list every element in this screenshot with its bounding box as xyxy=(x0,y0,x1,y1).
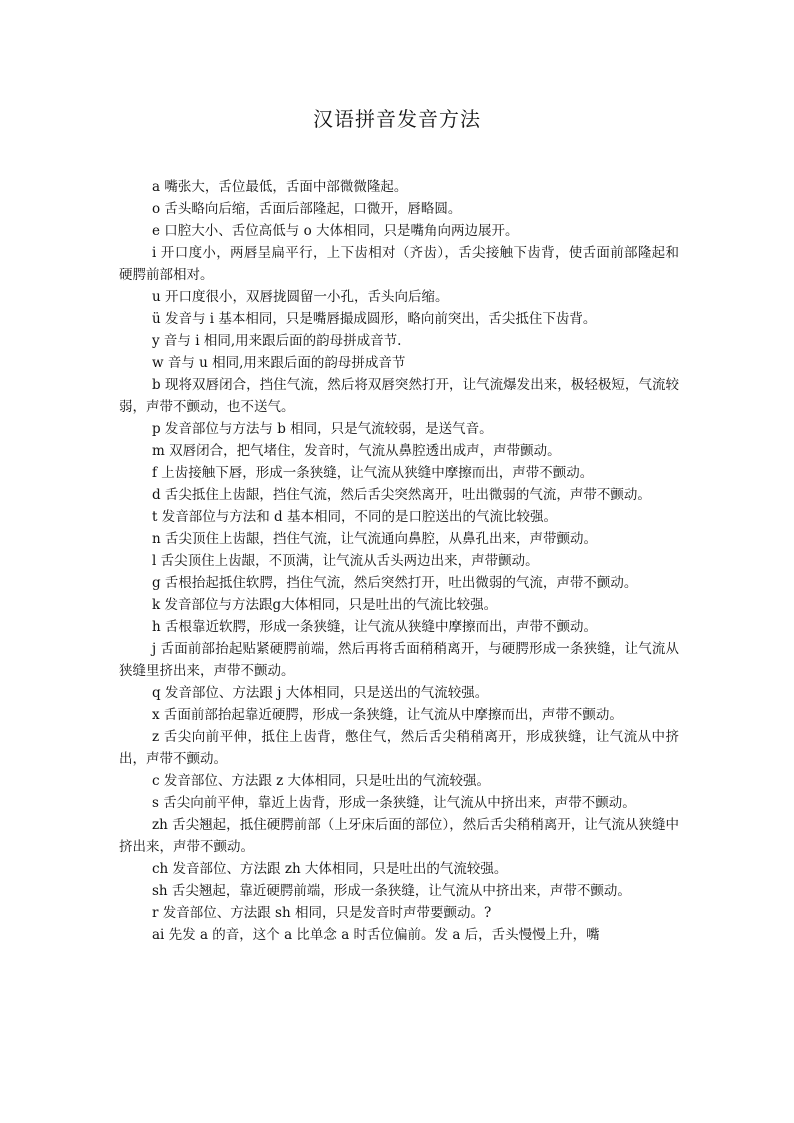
paragraph-a: a 嘴张大，舌位最低，舌面中部微微隆起。 xyxy=(152,179,408,195)
paragraph-q: q 发音部位、方法跟 j 大体相同，只是送出的气流较强。 xyxy=(152,685,489,701)
paragraph-o: o 舌头略向后缩，舌面后部隆起，口微开，唇略圆。 xyxy=(152,201,462,217)
paragraph-g: g 舌根抬起抵住软腭，挡住气流，然后突然打开，吐出微弱的气流，声带不颤动。 xyxy=(152,575,638,591)
paragraph-f: f 上齿接触下唇，形成一条狭缝，让气流从狭缝中摩擦而出，声带不颤动。 xyxy=(152,465,594,481)
paragraph-e: e 口腔大小、舌位高低与 o 大体相同，只是嘴角向两边展开。 xyxy=(152,223,519,239)
paragraph-h: h 舌根靠近软腭，形成一条狭缝，让气流从狭缝中摩擦而出，声带不颤动。 xyxy=(152,619,597,635)
paragraph-y: y 音与 i 相同,用来跟后面的韵母拼成音节. xyxy=(152,333,402,349)
paragraph-i: i 开口度小，两唇呈扁平行，上下齿相对（齐齿），舌尖接触下齿背，使舌面前部隆起和硬腭前部相对。 xyxy=(119,245,679,283)
paragraph-s: s 舌尖向前平伸，靠近上齿背，形成一条狭缝，让气流从中挤出来，声带不颤动。 xyxy=(152,795,636,811)
paragraph-ai: ai 先发 a 的音，这个 a 比单念 a 时舌位偏前。发 a 后，舌头慢慢上升，嘴 xyxy=(152,927,600,943)
document-body xyxy=(119,176,679,946)
paragraph-x: x 舌面前部抬起靠近硬腭，形成一条狭缝，让气流从中摩擦而出，声带不颤动。 xyxy=(152,707,623,723)
paragraph-l: l 舌尖顶住上齿龈，不顶满，让气流从舌头两边出来，声带颤动。 xyxy=(152,553,539,569)
paragraph-z: z 舌尖向前平伸，抵住上齿背，憋住气，然后舌尖稍稍离开，形成狭缝，让气流从中挤出，声带不颤动。 xyxy=(119,729,679,767)
paragraph-p: p 发音部位与方法与 b 相同，只是气流较弱，是送气音。 xyxy=(152,421,493,437)
paragraph-ch: ch 发音部位、方法跟 zh 大体相同，只是吐出的气流较强。 xyxy=(152,861,508,877)
paragraph-m: m 双唇闭合，把气堵住，发音时，气流从鼻腔透出成声，声带颤动。 xyxy=(152,443,561,459)
paragraph-v: ü 发音与 i 基本相同，只是嘴唇撮成圆形，略向前突出，舌尖抵住下齿背。 xyxy=(152,311,597,327)
paragraph-t: t 发音部位与方法和 d 基本相同，不同的是口腔送出的气流比较强。 xyxy=(152,509,557,525)
paragraph-sh: sh 舌尖翘起，靠近硬腭前端，形成一条狭缝，让气流从中挤出来，声带不颤动。 xyxy=(152,883,631,899)
paragraph-w: w 音与 u 相同,用来跟后面的韵母拼成音节 xyxy=(152,355,406,371)
paragraph-r: r 发音部位、方法跟 sh 相同，只是发音时声带要颤动。? xyxy=(152,905,492,921)
paragraph-d: d 舌尖抵住上齿龈，挡住气流，然后舌尖突然离开，吐出微弱的气流，声带不颤动。 xyxy=(152,487,651,503)
paragraph-zh: zh 舌尖翘起，抵住硬腭前部（上牙床后面的部位），然后舌尖稍稍离开，让气流从狭缝中挤出来，声带不颤动。 xyxy=(119,817,679,855)
paragraph-j: j 舌面前部抬起贴紧硬腭前端，然后再将舌面稍稍离开，与硬腭形成一条狭缝，让气流从狭缝里挤出来，声带不颤动。 xyxy=(119,641,679,679)
document-title: 汉语拼音发音方法 xyxy=(313,107,481,131)
paragraph-c: c 发音部位、方法跟 z 大体相同，只是吐出的气流较强。 xyxy=(152,773,491,789)
paragraph-b: b 现将双唇闭合，挡住气流，然后将双唇突然打开，让气流爆发出来，极轻极短，气流较弱，声带不颤动，也不送气。 xyxy=(119,377,679,415)
paragraph-n: n 舌尖顶住上齿龈，挡住气流，让气流通向鼻腔，从鼻孔出来，声带颤动。 xyxy=(152,531,597,547)
paragraph-k: k 发音部位与方法跟g大体相同，只是吐出的气流比较强。 xyxy=(152,597,498,613)
paragraph-u: u 开口度很小，双唇拢圆留一小孔，舌头向后缩。 xyxy=(152,289,449,305)
